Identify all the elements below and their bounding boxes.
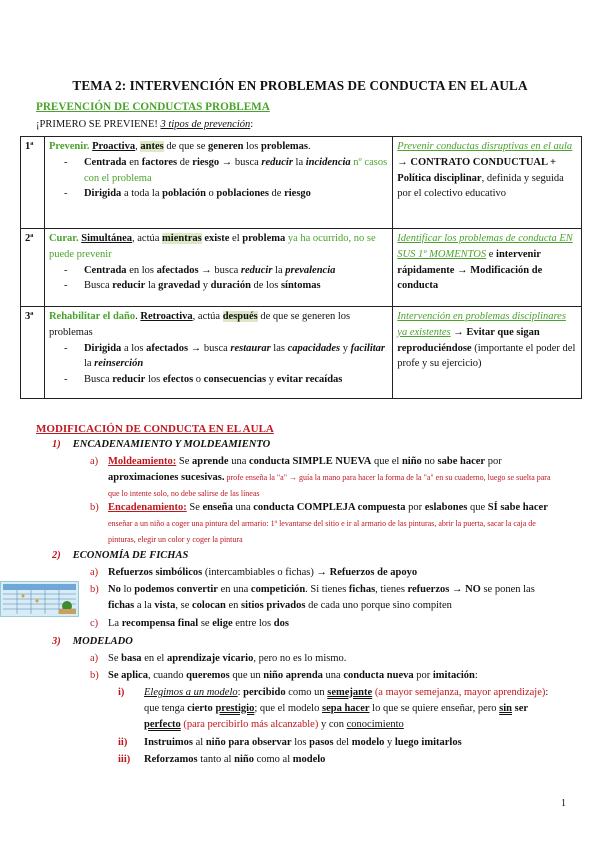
- prevention-table: [20, 136, 582, 399]
- page-number: 1: [561, 798, 566, 809]
- subsection-heading: 3) MODELADO: [52, 636, 133, 647]
- row-application: Prevenir conductas disruptivas en el aula → CONTRATO CONDUCTUAL + Política disciplinar, definida y seguida por el colectivo educativo: [393, 137, 582, 229]
- page-title: TEMA 2: INTERVENCIÓN EN PROBLEMAS DE CONDUCTA EN EL AULA: [72, 78, 528, 93]
- section-heading-prevencion: PREVENCIÓN DE CONDUCTAS PROBLEMA: [36, 101, 270, 113]
- list-item: iii) Reforzamos tanto al niño como al modelo: [118, 754, 326, 765]
- table-row: [21, 137, 582, 229]
- list-item: i) Elegimos a un modelo: percibido como un semejante (a mayor semejanza, mayor aprendizaje): que tenga cierto prestigio; que el modelo sepa hacer lo que se quiere enseñar, pero sin ser perfecto (para percibirlo más alcanzable) y con conocimiento: [118, 687, 549, 730]
- row-description: Curar. Simultánea, actúa mientras existe el problema ya ha ocurrido, no se puede prevenir - Centrada en los afectados → busca reducir la prevalencia - Busca reducir la gravedad y duración de los síntomas: [44, 229, 392, 307]
- table-row: [21, 307, 582, 399]
- intro-line: ¡PRIMERO SE PREVIENE! 3 tipos de prevención:: [36, 119, 254, 130]
- row-application: Intervención en problemas disciplinares ya existentes → Evitar que sigan reproduciéndose (importante el poder del profe y su ejercicio): [393, 307, 582, 399]
- table-row: [21, 229, 582, 307]
- list-item: a) Se basa en el aprendizaje vicario, pero no es lo mismo.: [90, 653, 347, 664]
- list-item: b) Encadenamiento: Se enseña una conducta COMPLEJA compuesta por eslabones que SÍ sabe hacer enseñar a un niño a coger una pintura del armario: 1º levantarse del sitio e ir al armario de las pinturas, abrir la puerta, sacar la caja de pinturas, elegir un color y coger la pintura: [90, 502, 548, 544]
- row-number: 2ª: [21, 229, 45, 307]
- row-number: 1ª: [21, 137, 45, 229]
- row-number: 3ª: [21, 307, 45, 399]
- row-description: Prevenir. Proactiva, antes de que se generen los problemas. - Centrada en factores de riesgo → busca reducir la incidencia nº casos con el problema - Dirigida a toda la población o poblaciones de riesgo: [44, 137, 392, 229]
- list-item: b) No lo podemos convertir en una competición. Si tienes fichas, tienes refuerzos → NO se ponen las fichas a la vista, se colocan en sitios privados de cada uno porque sino compiten: [90, 584, 535, 611]
- row-application: Identificar los problemas de conducta EN SUS 1º MOMENTOS e intervenir rápidamente → Modificación de conducta: [393, 229, 582, 307]
- list-item: ii) Instruimos al niño para observar los pasos del modelo y luego imitarlos: [118, 737, 462, 748]
- subsection-heading: 1) ENCADENAMIENTO Y MOLDEAMIENTO: [52, 439, 271, 450]
- list-item: a) Refuerzos simbólicos (intercambiables o fichas) → Refuerzos de apoyo: [90, 567, 418, 578]
- token-chart-image: [0, 581, 79, 617]
- list-item: c) La recompensa final se elige entre los dos: [90, 618, 289, 629]
- list-item: b) Se aplica, cuando queremos que un niño aprenda una conducta nueva por imitación:: [90, 670, 478, 681]
- list-item: a) Moldeamiento: Se aprende una conducta SIMPLE NUEVA que el niño no sabe hacer por aproximaciones sucesivas. profe enseña la "a" → guía la mano para hacer la forma de la "a" en su cuaderno, luego se suelta para que lo intente solo, no debe salirse de las líneas: [90, 456, 551, 498]
- section-heading-modificacion: MODIFICACIÓN DE CONDUCTA EN EL AULA: [36, 423, 274, 435]
- subsection-heading: 2) ECONOMÍA DE FICHAS: [52, 550, 189, 561]
- row-description: Rehabilitar el daño. Retroactiva, actúa después de que se generen los problemas - Dirigida a los afectados → busca restaurar las capacidades y facilitar la reinserción - Busca reducir los efectos o consecuencias y evitar recaídas: [44, 307, 392, 399]
